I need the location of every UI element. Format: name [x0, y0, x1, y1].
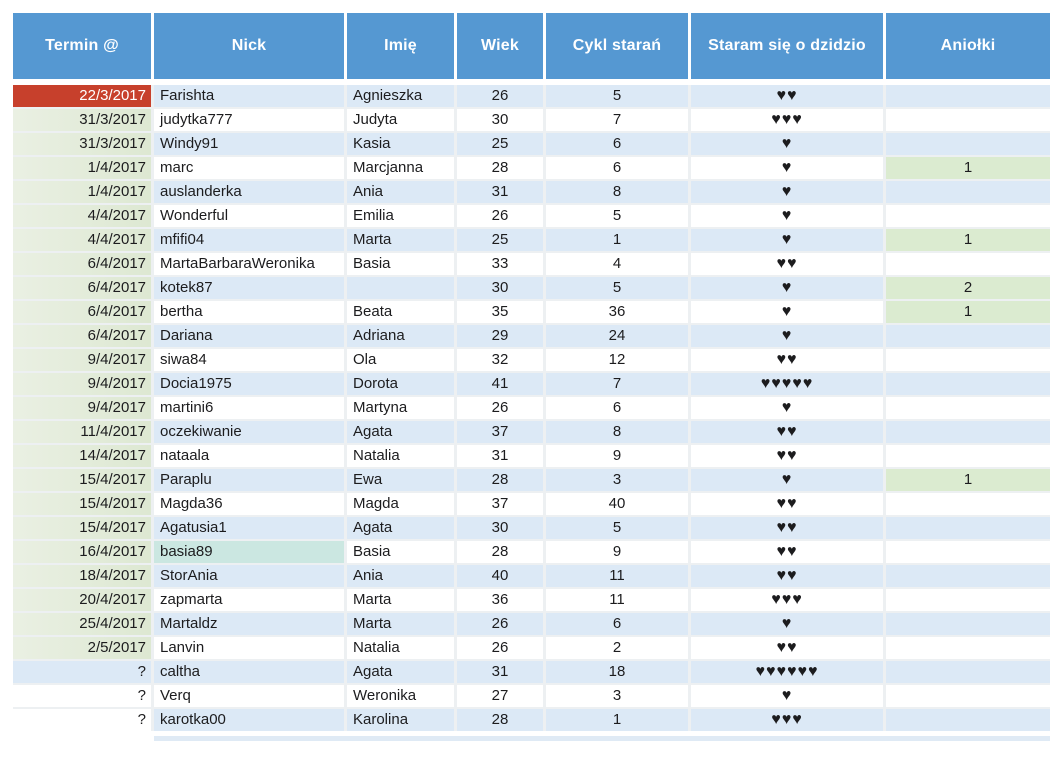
table-row	[13, 349, 1050, 371]
cell-hearts[interactable]	[691, 661, 883, 683]
cell-cycle[interactable]: 5	[546, 277, 688, 299]
cell-date[interactable]: 9/4/2017	[13, 397, 151, 419]
cell-hearts[interactable]	[691, 253, 883, 275]
table-header-row	[13, 13, 1050, 79]
cell-name[interactable]: Emilia	[347, 205, 454, 227]
cell-cycle[interactable]: 11	[546, 589, 688, 611]
cell-angels[interactable]	[886, 421, 1050, 443]
cell-nick[interactable]: Martaldz	[154, 613, 344, 635]
cell-nick[interactable]: judytka777	[154, 109, 344, 131]
cell-cycle[interactable]: 18	[546, 661, 688, 683]
cell-nick[interactable]: nataala	[154, 445, 344, 467]
cell-age[interactable]: 32	[457, 349, 543, 371]
table-row	[13, 709, 1050, 731]
header-cell-date[interactable]: Termin @	[13, 13, 151, 79]
cell-angels[interactable]	[886, 517, 1050, 539]
cell-cycle[interactable]: 7	[546, 109, 688, 131]
table-row	[13, 685, 1050, 707]
cell-age[interactable]: 26	[457, 397, 543, 419]
cell-cycle[interactable]: 6	[546, 397, 688, 419]
cell-hearts[interactable]	[691, 397, 883, 419]
cell-angels[interactable]	[886, 133, 1050, 155]
cell-cycle[interactable]: 12	[546, 349, 688, 371]
cell-angels[interactable]: 1	[886, 469, 1050, 491]
cell-nick[interactable]: oczekiwanie	[154, 421, 344, 443]
table-row	[13, 637, 1050, 659]
cell-age[interactable]: 35	[457, 301, 543, 323]
cell-angels[interactable]: 1	[886, 229, 1050, 251]
cell-hearts[interactable]	[691, 469, 883, 491]
table-body	[13, 85, 1050, 731]
cell-nick[interactable]: caltha	[154, 661, 344, 683]
cell-date[interactable]: 14/4/2017	[13, 445, 151, 467]
cell-name[interactable]	[347, 277, 454, 299]
cell-nick[interactable]: siwa84	[154, 349, 344, 371]
cell-hearts[interactable]	[691, 373, 883, 395]
cell-nick[interactable]: Windy91	[154, 133, 344, 155]
cell-age[interactable]: 31	[457, 661, 543, 683]
cell-cycle[interactable]: 2	[546, 637, 688, 659]
cell-angels[interactable]	[886, 709, 1050, 731]
cell-age[interactable]: 37	[457, 493, 543, 515]
cell-cycle[interactable]: 24	[546, 325, 688, 347]
cell-name[interactable]: Magda	[347, 493, 454, 515]
cell-angels[interactable]	[886, 589, 1050, 611]
cell-angels[interactable]	[886, 613, 1050, 635]
cell-cycle[interactable]: 4	[546, 253, 688, 275]
table-row	[13, 277, 1050, 299]
cell-age[interactable]: 30	[457, 277, 543, 299]
cell-date[interactable]: 20/4/2017	[13, 589, 151, 611]
cell-date[interactable]: 15/4/2017	[13, 469, 151, 491]
cell-age[interactable]: 28	[457, 709, 543, 731]
cell-nick[interactable]: marc	[154, 157, 344, 179]
hearts-icon: ♥	[781, 183, 793, 200]
cell-hearts[interactable]	[691, 709, 883, 731]
cell-name[interactable]: Martyna	[347, 397, 454, 419]
cell-nick[interactable]: mfifi04	[154, 229, 344, 251]
cell-name[interactable]: Weronika	[347, 685, 454, 707]
table-row	[13, 181, 1050, 203]
hearts-icon: ♥♥	[776, 447, 798, 464]
cell-date[interactable]: 15/4/2017	[13, 493, 151, 515]
cell-age[interactable]: 31	[457, 181, 543, 203]
hearts-icon: ♥	[781, 135, 793, 152]
cell-hearts[interactable]	[691, 685, 883, 707]
cell-angels[interactable]: 1	[886, 157, 1050, 179]
cell-date[interactable]: 31/3/2017	[13, 109, 151, 131]
cell-angels[interactable]	[886, 253, 1050, 275]
cell-cycle[interactable]: 8	[546, 181, 688, 203]
cell-name[interactable]: Karolina	[347, 709, 454, 731]
cell-nick[interactable]: Dariana	[154, 325, 344, 347]
hearts-icon: ♥	[781, 399, 793, 416]
table-row	[13, 613, 1050, 635]
cell-date[interactable]: 4/4/2017	[13, 229, 151, 251]
cell-date[interactable]: ?	[13, 661, 151, 683]
cell-name[interactable]: Basia	[347, 253, 454, 275]
cell-date[interactable]: 6/4/2017	[13, 325, 151, 347]
cell-angels[interactable]	[886, 493, 1050, 515]
header-cell-name[interactable]: Imię	[347, 13, 454, 79]
cell-nick[interactable]: Farishta	[154, 85, 344, 107]
hearts-icon: ♥	[781, 303, 793, 320]
hearts-icon: ♥♥♥	[771, 111, 803, 128]
cell-nick[interactable]: basia89	[154, 541, 344, 563]
table-row	[13, 325, 1050, 347]
table-row	[13, 589, 1050, 611]
cell-angels[interactable]	[886, 349, 1050, 371]
cell-age[interactable]: 36	[457, 589, 543, 611]
hearts-icon: ♥♥	[776, 543, 798, 560]
cell-hearts[interactable]	[691, 325, 883, 347]
cell-age[interactable]: 31	[457, 445, 543, 467]
cell-angels[interactable]	[886, 85, 1050, 107]
header-cell-nick[interactable]: Nick	[154, 13, 344, 79]
cell-date[interactable]: 25/4/2017	[13, 613, 151, 635]
cell-hearts[interactable]	[691, 205, 883, 227]
hearts-icon: ♥♥	[776, 639, 798, 656]
cell-nick[interactable]: bertha	[154, 301, 344, 323]
cell-angels[interactable]	[886, 109, 1050, 131]
cell-hearts[interactable]	[691, 181, 883, 203]
cell-hearts[interactable]	[691, 277, 883, 299]
cell-hearts[interactable]	[691, 301, 883, 323]
cell-hearts[interactable]	[691, 421, 883, 443]
cell-name[interactable]: Ewa	[347, 469, 454, 491]
cell-name[interactable]: Agata	[347, 661, 454, 683]
cell-date[interactable]: 6/4/2017	[13, 277, 151, 299]
cell-nick[interactable]: karotka00	[154, 709, 344, 731]
cell-age[interactable]: 30	[457, 517, 543, 539]
cell-cycle[interactable]: 6	[546, 133, 688, 155]
cell-age[interactable]: 26	[457, 85, 543, 107]
cell-hearts[interactable]	[691, 133, 883, 155]
cell-hearts[interactable]	[691, 637, 883, 659]
cell-date[interactable]: 4/4/2017	[13, 205, 151, 227]
hearts-icon: ♥♥♥	[771, 711, 803, 728]
cell-age[interactable]: 26	[457, 205, 543, 227]
cell-angels[interactable]: 1	[886, 301, 1050, 323]
cell-hearts[interactable]	[691, 517, 883, 539]
cell-name[interactable]: Marta	[347, 229, 454, 251]
table-row	[13, 85, 1050, 107]
cell-hearts[interactable]	[691, 589, 883, 611]
cell-name[interactable]: Adriana	[347, 325, 454, 347]
cell-hearts[interactable]	[691, 541, 883, 563]
cell-angels[interactable]	[886, 397, 1050, 419]
hearts-icon: ♥♥	[776, 495, 798, 512]
table-row	[13, 445, 1050, 467]
cell-cycle[interactable]: 8	[546, 421, 688, 443]
cell-nick[interactable]: kotek87	[154, 277, 344, 299]
cell-date[interactable]: 6/4/2017	[13, 301, 151, 323]
cell-date[interactable]: ?	[13, 709, 151, 731]
cell-age[interactable]: 25	[457, 229, 543, 251]
cell-hearts[interactable]	[691, 85, 883, 107]
cell-hearts[interactable]	[691, 349, 883, 371]
cell-cycle[interactable]: 36	[546, 301, 688, 323]
cell-angels[interactable]	[886, 541, 1050, 563]
cell-nick[interactable]: Agatusia1	[154, 517, 344, 539]
cell-age[interactable]: 29	[457, 325, 543, 347]
cell-date[interactable]: 22/3/2017	[13, 85, 151, 107]
cell-hearts[interactable]	[691, 229, 883, 251]
cell-hearts[interactable]	[691, 613, 883, 635]
cell-name[interactable]: Natalia	[347, 445, 454, 467]
cell-date[interactable]: 15/4/2017	[13, 517, 151, 539]
due-date-table	[13, 13, 1050, 741]
cell-cycle[interactable]: 40	[546, 493, 688, 515]
cell-name[interactable]: Ania	[347, 181, 454, 203]
table-row	[13, 493, 1050, 515]
cell-cycle[interactable]: 5	[546, 205, 688, 227]
cell-nick[interactable]: Paraplu	[154, 469, 344, 491]
table-row	[13, 253, 1050, 275]
cell-cycle[interactable]: 6	[546, 613, 688, 635]
cell-angels[interactable]	[886, 181, 1050, 203]
cell-date[interactable]: 16/4/2017	[13, 541, 151, 563]
cell-age[interactable]: 28	[457, 157, 543, 179]
cell-nick[interactable]: zapmarta	[154, 589, 344, 611]
hearts-icon: ♥♥	[776, 87, 798, 104]
cell-angels[interactable]	[886, 373, 1050, 395]
cell-angels[interactable]	[886, 661, 1050, 683]
hearts-icon: ♥♥	[776, 423, 798, 440]
cell-date[interactable]: 9/4/2017	[13, 349, 151, 371]
cell-date[interactable]: 9/4/2017	[13, 373, 151, 395]
cell-hearts[interactable]	[691, 157, 883, 179]
hearts-icon: ♥	[781, 231, 793, 248]
table-row	[13, 517, 1050, 539]
cell-age[interactable]: 26	[457, 613, 543, 635]
cell-name[interactable]: Ania	[347, 565, 454, 587]
hearts-icon: ♥♥	[776, 255, 798, 272]
hearts-icon: ♥	[781, 687, 793, 704]
cell-age[interactable]: 30	[457, 109, 543, 131]
cell-date[interactable]: 11/4/2017	[13, 421, 151, 443]
cell-cycle[interactable]: 5	[546, 85, 688, 107]
hearts-icon: ♥♥♥	[771, 591, 803, 608]
cell-date[interactable]: 1/4/2017	[13, 157, 151, 179]
cell-name[interactable]: Basia	[347, 541, 454, 563]
hearts-icon: ♥♥	[776, 519, 798, 536]
header-cell-age[interactable]: Wiek	[457, 13, 543, 79]
cell-name[interactable]: Agata	[347, 421, 454, 443]
header-cell-angels[interactable]: Aniołki	[886, 13, 1050, 79]
cell-age[interactable]: 33	[457, 253, 543, 275]
hearts-icon: ♥♥	[776, 351, 798, 368]
cell-age[interactable]: 41	[457, 373, 543, 395]
cell-name[interactable]: Agnieszka	[347, 85, 454, 107]
cell-cycle[interactable]: 6	[546, 157, 688, 179]
hearts-icon: ♥♥♥♥♥	[760, 375, 814, 392]
cell-cycle[interactable]: 5	[546, 517, 688, 539]
cell-name[interactable]: Agata	[347, 517, 454, 539]
cell-name[interactable]: Natalia	[347, 637, 454, 659]
cell-hearts[interactable]	[691, 493, 883, 515]
hearts-icon: ♥	[781, 207, 793, 224]
cell-nick[interactable]: Magda36	[154, 493, 344, 515]
cell-angels[interactable]	[886, 685, 1050, 707]
table-row	[13, 301, 1050, 323]
cell-age[interactable]: 28	[457, 469, 543, 491]
hearts-icon: ♥♥	[776, 567, 798, 584]
cell-nick[interactable]: auslanderka	[154, 181, 344, 203]
cell-name[interactable]: Ola	[347, 349, 454, 371]
cell-angels[interactable]	[886, 637, 1050, 659]
table-row	[13, 373, 1050, 395]
hearts-icon: ♥♥♥♥♥♥	[755, 663, 819, 680]
cell-cycle[interactable]: 7	[546, 373, 688, 395]
hearts-icon: ♥	[781, 615, 793, 632]
table-row	[13, 133, 1050, 155]
cell-angels[interactable]	[886, 445, 1050, 467]
hearts-icon: ♥	[781, 279, 793, 296]
cell-nick[interactable]: MartaBarbaraWeronika	[154, 253, 344, 275]
cell-nick[interactable]: Verq	[154, 685, 344, 707]
cell-hearts[interactable]	[691, 109, 883, 131]
partial-row-strip	[154, 736, 1050, 741]
cell-cycle[interactable]: 3	[546, 469, 688, 491]
cell-nick[interactable]: Docia1975	[154, 373, 344, 395]
cell-age[interactable]: 26	[457, 637, 543, 659]
cell-cycle[interactable]: 1	[546, 229, 688, 251]
cell-cycle[interactable]: 11	[546, 565, 688, 587]
cell-name[interactable]: Judyta	[347, 109, 454, 131]
cell-nick[interactable]: Wonderful	[154, 205, 344, 227]
cell-angels[interactable]: 2	[886, 277, 1050, 299]
cell-name[interactable]: Marta	[347, 613, 454, 635]
cell-name[interactable]: Kasia	[347, 133, 454, 155]
table-row	[13, 565, 1050, 587]
cell-age[interactable]: 25	[457, 133, 543, 155]
cell-name[interactable]: Marcjanna	[347, 157, 454, 179]
table-row	[13, 421, 1050, 443]
cell-name[interactable]: Dorota	[347, 373, 454, 395]
cell-date[interactable]: 31/3/2017	[13, 133, 151, 155]
hearts-icon: ♥	[781, 327, 793, 344]
header-cell-cycle[interactable]: Cykl starań	[546, 13, 688, 79]
cell-cycle[interactable]: 3	[546, 685, 688, 707]
cell-name[interactable]: Beata	[347, 301, 454, 323]
table-row	[13, 205, 1050, 227]
table-row	[13, 541, 1050, 563]
cell-hearts[interactable]	[691, 565, 883, 587]
cell-date[interactable]: ?	[13, 685, 151, 707]
cell-age[interactable]: 37	[457, 421, 543, 443]
cell-hearts[interactable]	[691, 445, 883, 467]
cell-age[interactable]: 27	[457, 685, 543, 707]
header-cell-hearts[interactable]: Staram się o dzidzio	[691, 13, 883, 79]
cell-nick[interactable]: Lanvin	[154, 637, 344, 659]
cell-date[interactable]: 6/4/2017	[13, 253, 151, 275]
table-row	[13, 397, 1050, 419]
cell-cycle[interactable]: 1	[546, 709, 688, 731]
cell-nick[interactable]: martini6	[154, 397, 344, 419]
hearts-icon: ♥	[781, 159, 793, 176]
cell-age[interactable]: 40	[457, 565, 543, 587]
cell-date[interactable]: 1/4/2017	[13, 181, 151, 203]
cell-date[interactable]: 2/5/2017	[13, 637, 151, 659]
cell-angels[interactable]	[886, 565, 1050, 587]
table-row	[13, 469, 1050, 491]
hearts-icon: ♥	[781, 471, 793, 488]
cell-date[interactable]: 18/4/2017	[13, 565, 151, 587]
cell-angels[interactable]	[886, 205, 1050, 227]
cell-cycle[interactable]: 9	[546, 445, 688, 467]
table-row	[13, 229, 1050, 251]
cell-nick[interactable]: StorAnia	[154, 565, 344, 587]
table-row	[13, 109, 1050, 131]
table-row	[13, 157, 1050, 179]
cell-name[interactable]: Marta	[347, 589, 454, 611]
cell-angels[interactable]	[886, 325, 1050, 347]
cell-cycle[interactable]: 9	[546, 541, 688, 563]
cell-age[interactable]: 28	[457, 541, 543, 563]
table-row	[13, 661, 1050, 683]
